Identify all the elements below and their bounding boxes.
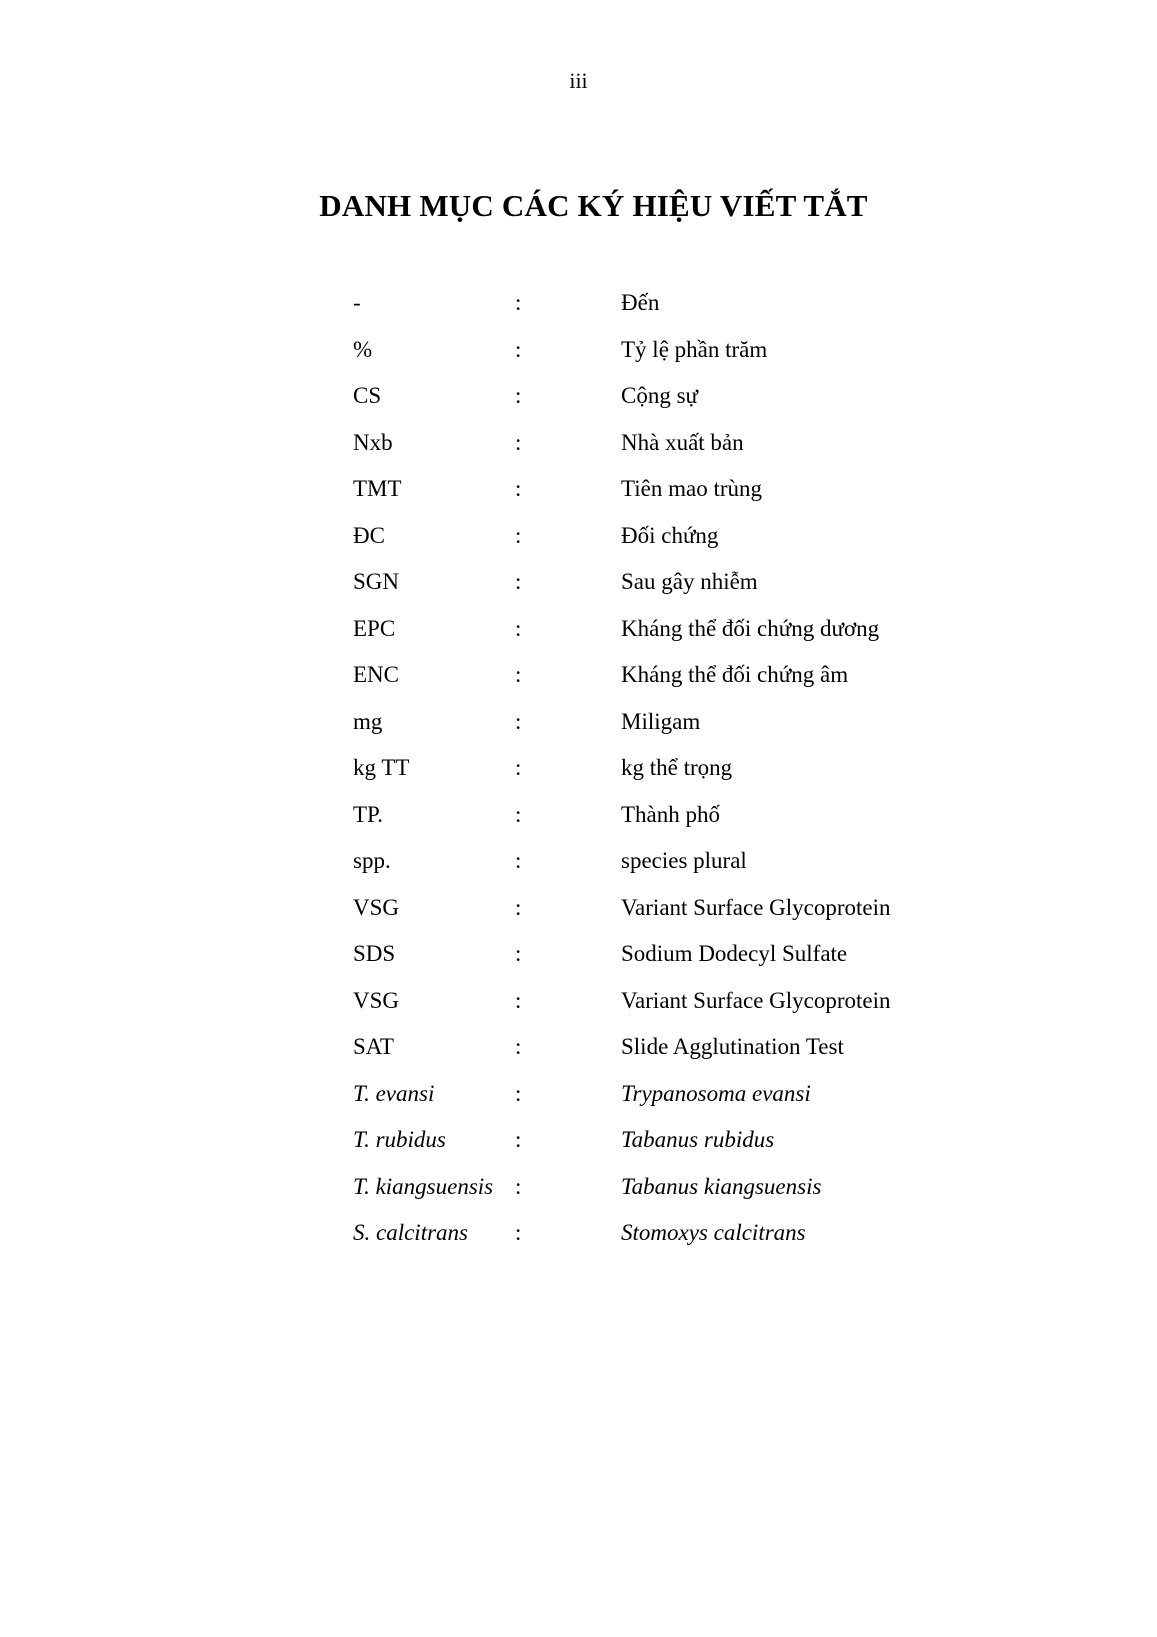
abbreviation-row	[353, 521, 1053, 568]
abbreviation-term: CS	[353, 383, 382, 408]
abbreviation-term: T. kiangsuensis	[353, 1173, 494, 1199]
abbreviation-definition: Variant Surface Glycoprotein	[621, 894, 891, 920]
abbreviation-separator: :	[515, 476, 522, 501]
abbreviation-term: kg TT	[353, 755, 410, 780]
abbreviation-term: T. rubidus	[353, 1127, 446, 1152]
abbreviation-row	[353, 474, 1053, 521]
abbreviation-row	[353, 707, 1053, 754]
abbreviation-separator: :	[515, 1034, 522, 1059]
abbreviation-term: TP.	[353, 801, 384, 827]
abbreviation-term: spp.	[353, 848, 391, 873]
abbreviation-row	[353, 660, 1053, 707]
abbreviation-term: -	[353, 290, 361, 315]
abbreviation-definition: Sodium Dodecyl Sulfate	[621, 941, 848, 966]
abbreviation-term: T. evansi	[353, 1080, 435, 1106]
abbreviation-definition: Nhà xuất bản	[621, 429, 744, 455]
abbreviation-row	[353, 986, 1053, 1033]
abbreviation-term: SGN	[353, 569, 400, 594]
abbreviation-row	[353, 1218, 1053, 1265]
abbreviation-definition: Kháng thể đối chứng dương	[621, 615, 880, 641]
abbreviation-definition: Tabanus kiangsuensis	[621, 1173, 822, 1199]
abbreviation-row	[353, 381, 1053, 428]
abbreviation-definition: Cộng sự	[621, 383, 699, 408]
abbreviation-term: S. calcitrans	[353, 1220, 468, 1245]
abbreviation-list	[353, 288, 1053, 1265]
abbreviation-definition: Tỷ lệ phần trăm	[621, 336, 768, 362]
abbreviation-row	[353, 846, 1053, 893]
abbreviation-row	[353, 1125, 1053, 1172]
abbreviation-definition: Variant Surface Glycoprotein	[621, 987, 891, 1013]
abbreviation-separator: :	[515, 1127, 522, 1152]
abbreviation-definition: Miligam	[621, 708, 701, 734]
abbreviation-separator: :	[515, 1220, 522, 1245]
abbreviation-term: VSG	[353, 894, 400, 920]
abbreviation-term: EPC	[353, 615, 396, 641]
abbreviation-separator: :	[515, 987, 522, 1013]
abbreviation-definition: Đối chứng	[621, 522, 719, 548]
abbreviation-separator: :	[515, 615, 522, 641]
abbreviation-term: TMT	[353, 476, 402, 501]
abbreviation-separator: :	[515, 383, 522, 408]
abbreviation-definition: Slide Agglutination Test	[621, 1034, 844, 1059]
abbreviation-term: SDS	[353, 941, 396, 966]
abbreviation-separator: :	[515, 429, 522, 455]
abbreviation-separator: :	[515, 569, 522, 594]
abbreviation-row	[353, 567, 1053, 614]
abbreviation-separator: :	[515, 755, 522, 780]
abbreviation-separator: :	[515, 708, 522, 734]
abbreviation-term: ENC	[353, 662, 399, 687]
abbreviation-row	[353, 939, 1053, 986]
abbreviation-term: ĐC	[353, 522, 385, 548]
abbreviation-separator: :	[515, 290, 522, 315]
abbreviation-definition: Tiên mao trùng	[621, 476, 762, 501]
abbreviation-term: Nxb	[353, 429, 393, 455]
page-number: iii	[569, 68, 588, 93]
abbreviation-definition: Tabanus rubidus	[621, 1127, 775, 1152]
abbreviation-separator: :	[515, 1173, 522, 1199]
abbreviation-term: VSG	[353, 987, 400, 1013]
abbreviation-definition: Sau gây nhiễm	[621, 569, 758, 594]
abbreviation-row	[353, 753, 1053, 800]
abbreviation-row	[353, 1032, 1053, 1079]
abbreviation-definition: species plural	[621, 848, 747, 873]
abbreviation-separator: :	[515, 941, 522, 966]
abbreviation-row	[353, 1172, 1053, 1219]
abbreviation-definition: Kháng thể đối chứng âm	[621, 662, 849, 687]
abbreviation-definition: Đến	[621, 290, 660, 315]
abbreviation-row	[353, 614, 1053, 661]
abbreviation-row	[353, 335, 1053, 382]
abbreviation-definition: Stomoxys calcitrans	[621, 1220, 806, 1245]
abbreviation-separator: :	[515, 522, 522, 548]
abbreviation-separator: :	[515, 848, 522, 873]
abbreviation-separator: :	[515, 1080, 522, 1106]
page-title: DANH MỤC CÁC KÝ HIỆU VIẾT TẮT	[319, 188, 868, 223]
abbreviation-term: %	[353, 336, 373, 362]
abbreviation-separator: :	[515, 894, 522, 920]
abbreviation-row	[353, 288, 1053, 335]
abbreviation-term: SAT	[353, 1034, 394, 1059]
abbreviation-definition: kg thể trọng	[621, 755, 733, 780]
abbreviation-definition: Thành phố	[621, 801, 721, 827]
abbreviation-separator: :	[515, 801, 522, 827]
abbreviation-row	[353, 428, 1053, 475]
abbreviation-row	[353, 893, 1053, 940]
abbreviation-definition: Trypanosoma evansi	[621, 1080, 811, 1106]
abbreviation-separator: :	[515, 336, 522, 362]
abbreviation-row	[353, 800, 1053, 847]
abbreviation-term: mg	[353, 708, 383, 734]
abbreviation-row	[353, 1079, 1053, 1126]
abbreviation-separator: :	[515, 662, 522, 687]
